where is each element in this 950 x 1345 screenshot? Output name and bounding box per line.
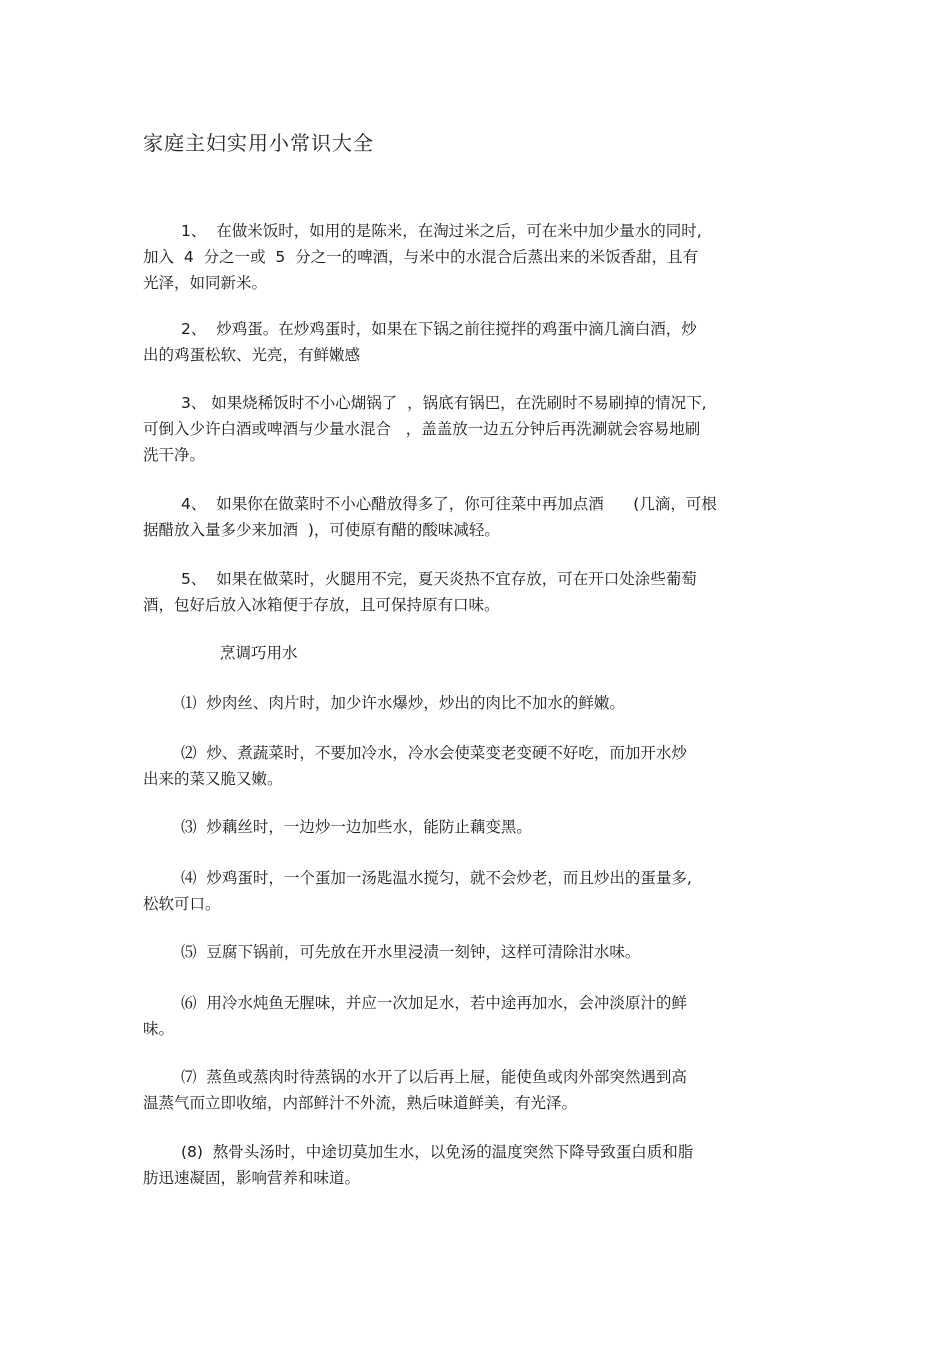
text-line: 1、 在做米饭时，如用的是陈米，在淘过米之后，可在米中加少量水的同时,	[181, 222, 702, 240]
text-line: 4、 如果你在做菜时不小心醋放得多了，你可往菜中再加点酒 (几滴，可根	[181, 495, 717, 513]
text-line: 据醋放入量多少来加酒 )，可使原有醋的酸味减轻。	[143, 521, 500, 539]
water-tip-paragraph-3	[143, 814, 803, 840]
text-line: 松软可口。	[143, 895, 221, 913]
water-tip-paragraph-7	[143, 1064, 803, 1116]
tip-paragraph-2	[143, 316, 803, 368]
text-line: 3、 如果烧稀饭时不小心煳锅了 ，锅底有锅巴，在洗刷时不易刷掉的情况下,	[181, 394, 707, 412]
text-line: 洗干净。	[143, 446, 206, 464]
text-line: 5、 如果在做菜时，火腿用不完，夏天炎热不宜存放，可在开口处涂些葡萄	[181, 570, 697, 588]
text-line: 味。	[143, 1020, 175, 1038]
water-tip-paragraph-2	[143, 740, 803, 792]
text-line: 加入 4 分之一或 5 分之一的啤酒，与米中的水混合后蒸出来的米饭香甜，且有	[143, 248, 699, 266]
water-tip-paragraph-6	[143, 990, 803, 1042]
tip-paragraph-4	[143, 491, 803, 543]
text-line: 可倒入少许白酒或啤酒与少量水混合 ，盖盖放一边五分钟后再洗涮就会容易地刷	[143, 420, 701, 438]
text-line: ⑸ 豆腐下锅前，可先放在开水里浸渍一刻钟，这样可清除泔水味。	[181, 943, 641, 961]
text-line: 温蒸气而立即收缩，内部鲜汁不外流，熟后味道鲜美，有光泽。	[143, 1094, 578, 1112]
document-title: 家庭主妇实用小常识大全	[143, 131, 374, 155]
text-line: ⑷ 炒鸡蛋时，一个蛋加一汤匙温水搅匀，就不会炒老，而且炒出的蛋量多,	[181, 869, 692, 887]
water-tip-paragraph-5	[143, 939, 803, 965]
text-line: ⑵ 炒、煮蔬菜时，不要加冷水，冷水会使菜变老变硬不好吃，而加开水炒	[181, 744, 687, 762]
water-tip-paragraph-8	[143, 1139, 803, 1191]
text-line: 出的鸡蛋松软、光亮，有鲜嫩感	[143, 346, 361, 364]
text-line: ⑴ 炒肉丝、肉片时，加少许水爆炒，炒出的肉比不加水的鲜嫩。	[181, 694, 625, 712]
water-tip-paragraph-1	[143, 690, 803, 716]
tip-paragraph-3	[143, 390, 803, 468]
text-line: 酒，包好后放入冰箱便于存放，且可保持原有口味。	[143, 596, 500, 614]
text-line: 出来的菜又脆又嫩。	[143, 770, 283, 788]
section-heading: 烹调巧用水	[220, 644, 298, 662]
water-tip-paragraph-4	[143, 865, 803, 917]
text-line: ⑺ 蒸鱼或蒸肉时待蒸锅的水开了以后再上屉，能使鱼或肉外部突然遇到高	[181, 1068, 687, 1086]
text-line: 2、 炒鸡蛋。在炒鸡蛋时，如果在下锅之前往搅拌的鸡蛋中滴几滴白酒，炒	[181, 320, 697, 338]
tip-paragraph-5	[143, 566, 803, 618]
text-line: ⑹ 用冷水炖鱼无腥味，并应一次加足水，若中途再加水，会冲淡原汁的鲜	[181, 994, 687, 1012]
text-line: 肪迅速凝固，影响营养和味道。	[143, 1169, 361, 1187]
tip-paragraph-1	[143, 218, 803, 296]
text-line: ⑶ 炒藕丝时，一边炒一边加些水，能防止藕变黑。	[181, 818, 532, 836]
text-line: 光泽，如同新米。	[143, 274, 268, 292]
text-line: (8) 熬骨头汤时，中途切莫加生水，以免汤的温度突然下降导致蛋白质和脂	[181, 1143, 694, 1161]
